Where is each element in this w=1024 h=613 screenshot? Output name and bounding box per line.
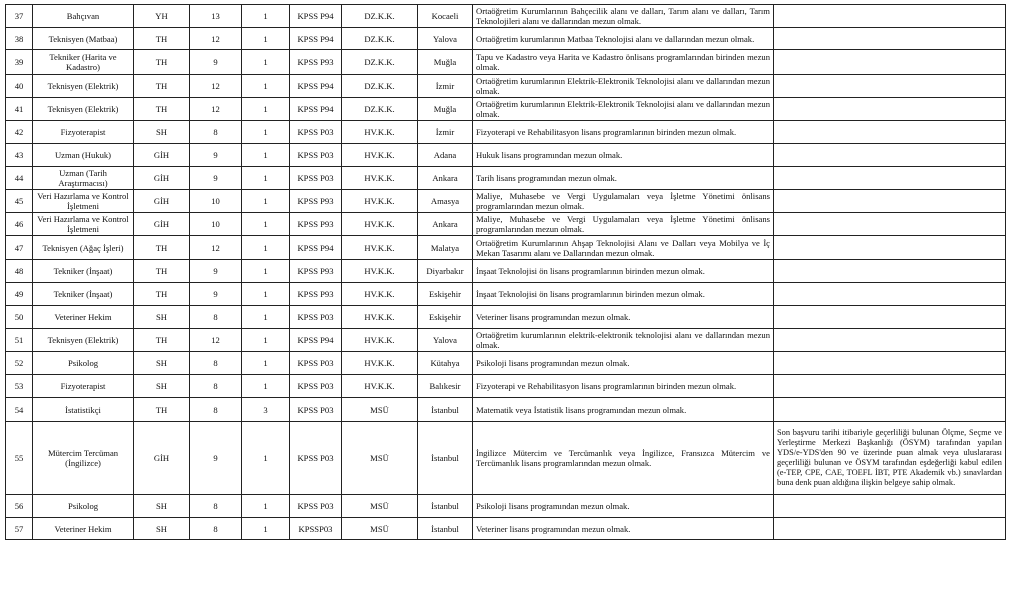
requirement-cell: Psikoloji lisans programından mezun olmak. (473, 495, 774, 518)
row-number-cell: 55 (6, 422, 33, 495)
position-count-cell: 1 (242, 236, 290, 260)
requirement-cell: Ortaöğretim Kurumlarının Bahçecilik alanı ve dalları, Tarım alanı ve dalları, Tarım Teknolojileri alanı ve dallarından mezun olmak. (473, 5, 774, 28)
service-class-cell: TH (134, 329, 190, 352)
position-count-cell: 1 (242, 98, 290, 121)
grade-cell: 9 (190, 144, 242, 167)
requirement-cell: Ortaöğretim kurumlarının Matbaa Teknolojisi alanı ve dallarından mezun olmak. (473, 28, 774, 50)
score-type-cell: KPSS P93 (290, 260, 342, 283)
institution-cell: HV.K.K. (342, 213, 418, 236)
table-row (6, 121, 1006, 144)
city-cell: Yalova (418, 28, 473, 50)
score-type-cell: KPSS P93 (290, 190, 342, 213)
service-class-cell: GİH (134, 190, 190, 213)
institution-cell: DZ.K.K. (342, 50, 418, 75)
score-type-cell: KPSS P03 (290, 121, 342, 144)
service-class-cell: GİH (134, 144, 190, 167)
grade-cell: 8 (190, 306, 242, 329)
row-number-cell: 52 (6, 352, 33, 375)
row-number-cell: 53 (6, 375, 33, 398)
grade-cell: 12 (190, 28, 242, 50)
positions-table-body (6, 5, 1006, 540)
table-row (6, 75, 1006, 98)
score-type-cell: KPSS P03 (290, 398, 342, 422)
institution-cell: MSÜ (342, 398, 418, 422)
grade-cell: 10 (190, 213, 242, 236)
note-cell (774, 352, 1006, 375)
position-title-cell: Teknisyen (Elektrik) (33, 75, 134, 98)
position-count-cell: 1 (242, 5, 290, 28)
row-number-cell: 38 (6, 28, 33, 50)
position-title-cell: İstatistikçi (33, 398, 134, 422)
service-class-cell: SH (134, 495, 190, 518)
city-cell: Eskişehir (418, 283, 473, 306)
institution-cell: HV.K.K. (342, 329, 418, 352)
row-number-cell: 42 (6, 121, 33, 144)
institution-cell: HV.K.K. (342, 167, 418, 190)
city-cell: Ankara (418, 213, 473, 236)
grade-cell: 10 (190, 190, 242, 213)
score-type-cell: KPSS P03 (290, 144, 342, 167)
city-cell: Balıkesir (418, 375, 473, 398)
city-cell: Ankara (418, 167, 473, 190)
position-count-cell: 1 (242, 213, 290, 236)
position-title-cell: Bahçıvan (33, 5, 134, 28)
score-type-cell: KPSS P03 (290, 306, 342, 329)
city-cell: Amasya (418, 190, 473, 213)
note-cell (774, 98, 1006, 121)
service-class-cell: GİH (134, 213, 190, 236)
position-count-cell: 1 (242, 375, 290, 398)
requirement-cell: Ortaöğretim kurumlarının Elektrik-Elektronik Teknolojisi alanı ve dallarından mezun olmak. (473, 75, 774, 98)
table-row (6, 213, 1006, 236)
row-number-cell: 39 (6, 50, 33, 75)
note-cell (774, 190, 1006, 213)
position-count-cell: 1 (242, 306, 290, 329)
institution-cell: DZ.K.K. (342, 75, 418, 98)
note-cell (774, 236, 1006, 260)
table-row (6, 329, 1006, 352)
grade-cell: 9 (190, 260, 242, 283)
row-number-cell: 48 (6, 260, 33, 283)
note-cell (774, 50, 1006, 75)
requirement-cell: Veteriner lisans programından mezun olmak. (473, 518, 774, 540)
note-cell (774, 375, 1006, 398)
position-count-cell: 1 (242, 167, 290, 190)
score-type-cell: KPSS P94 (290, 75, 342, 98)
service-class-cell: SH (134, 375, 190, 398)
position-count-cell: 1 (242, 329, 290, 352)
institution-cell: MSÜ (342, 518, 418, 540)
requirement-cell: Fizyoterapi ve Rehabilitasyon lisans programlarının birinden mezun olmak. (473, 121, 774, 144)
score-type-cell: KPSS P03 (290, 167, 342, 190)
service-class-cell: TH (134, 50, 190, 75)
table-row (6, 236, 1006, 260)
note-cell (774, 329, 1006, 352)
note-cell: Son başvuru tarihi itibariyle geçerliliği bulunan Ölçme, Seçme ve Yerleştirme Merkezi Başkanlığı (ÖSYM) tarafından yapılan YDS/e-YDS'den 90 ve üzerinde puan almak veya uluslararası geçerliliği bulunan ve ÖSYM tarafından eşdeğerliği kabul edilen (e-TEP, CPE, CAE, TOEFL İBT, PTE Akademik vb.) sınavlardan buna denk puan aldığına ilişkin belgeye sahip olmak. (774, 422, 1006, 495)
city-cell: Adana (418, 144, 473, 167)
institution-cell: HV.K.K. (342, 283, 418, 306)
table-row (6, 28, 1006, 50)
city-cell: Eskişehir (418, 306, 473, 329)
table-row (6, 283, 1006, 306)
note-cell (774, 495, 1006, 518)
city-cell: İstanbul (418, 495, 473, 518)
service-class-cell: SH (134, 352, 190, 375)
note-cell (774, 398, 1006, 422)
position-count-cell: 1 (242, 144, 290, 167)
table-row (6, 50, 1006, 75)
city-cell: İstanbul (418, 398, 473, 422)
position-count-cell: 1 (242, 518, 290, 540)
row-number-cell: 51 (6, 329, 33, 352)
score-type-cell: KPSS P03 (290, 352, 342, 375)
institution-cell: HV.K.K. (342, 236, 418, 260)
city-cell: Malatya (418, 236, 473, 260)
institution-cell: HV.K.K. (342, 144, 418, 167)
note-cell (774, 213, 1006, 236)
position-title-cell: Tekniker (İnşaat) (33, 260, 134, 283)
grade-cell: 12 (190, 329, 242, 352)
service-class-cell: TH (134, 98, 190, 121)
positions-table (5, 4, 1006, 540)
grade-cell: 8 (190, 375, 242, 398)
grade-cell: 12 (190, 236, 242, 260)
note-cell (774, 75, 1006, 98)
position-count-cell: 1 (242, 352, 290, 375)
row-number-cell: 46 (6, 213, 33, 236)
table-row (6, 306, 1006, 329)
note-cell (774, 260, 1006, 283)
service-class-cell: TH (134, 398, 190, 422)
city-cell: Kütahya (418, 352, 473, 375)
requirement-cell: Maliye, Muhasebe ve Vergi Uygulamaları veya İşletme Yönetimi önlisans programlarından mezun olmak. (473, 213, 774, 236)
city-cell: İstanbul (418, 422, 473, 495)
institution-cell: HV.K.K. (342, 260, 418, 283)
position-title-cell: Teknisyen (Ağaç İşleri) (33, 236, 134, 260)
note-cell (774, 144, 1006, 167)
service-class-cell: TH (134, 28, 190, 50)
note-cell (774, 518, 1006, 540)
note-cell (774, 283, 1006, 306)
table-row (6, 98, 1006, 121)
note-cell (774, 28, 1006, 50)
requirement-cell: İnşaat Teknolojisi ön lisans programlarının birinden mezun olmak. (473, 283, 774, 306)
grade-cell: 9 (190, 167, 242, 190)
requirement-cell: Matematik veya İstatistik lisans programından mezun olmak. (473, 398, 774, 422)
row-number-cell: 50 (6, 306, 33, 329)
institution-cell: MSÜ (342, 422, 418, 495)
table-row (6, 260, 1006, 283)
score-type-cell: KPSSP03 (290, 518, 342, 540)
score-type-cell: KPSS P03 (290, 375, 342, 398)
service-class-cell: TH (134, 260, 190, 283)
row-number-cell: 37 (6, 5, 33, 28)
position-title-cell: Tekniker (İnşaat) (33, 283, 134, 306)
position-count-cell: 1 (242, 121, 290, 144)
requirement-cell: Veteriner lisans programından mezun olmak. (473, 306, 774, 329)
service-class-cell: TH (134, 283, 190, 306)
score-type-cell: KPSS P03 (290, 422, 342, 495)
note-cell (774, 5, 1006, 28)
score-type-cell: KPSS P94 (290, 329, 342, 352)
row-number-cell: 47 (6, 236, 33, 260)
institution-cell: HV.K.K. (342, 190, 418, 213)
position-title-cell: Veteriner Hekim (33, 518, 134, 540)
grade-cell: 12 (190, 75, 242, 98)
row-number-cell: 40 (6, 75, 33, 98)
city-cell: Yalova (418, 329, 473, 352)
position-count-cell: 1 (242, 495, 290, 518)
service-class-cell: TH (134, 236, 190, 260)
position-count-cell: 1 (242, 190, 290, 213)
position-count-cell: 3 (242, 398, 290, 422)
note-cell (774, 306, 1006, 329)
institution-cell: DZ.K.K. (342, 98, 418, 121)
position-title-cell: Uzman (Hukuk) (33, 144, 134, 167)
service-class-cell: SH (134, 518, 190, 540)
table-row (6, 375, 1006, 398)
position-title-cell: Veri Hazırlama ve Kontrol İşletmeni (33, 190, 134, 213)
requirement-cell: Psikoloji lisans programından mezun olmak. (473, 352, 774, 375)
score-type-cell: KPSS P94 (290, 98, 342, 121)
service-class-cell: SH (134, 121, 190, 144)
city-cell: İstanbul (418, 518, 473, 540)
position-title-cell: Veteriner Hekim (33, 306, 134, 329)
requirement-cell: Tapu ve Kadastro veya Harita ve Kadastro önlisans programlarından birinden mezun olmak. (473, 50, 774, 75)
score-type-cell: KPSS P93 (290, 50, 342, 75)
institution-cell: DZ.K.K. (342, 28, 418, 50)
position-title-cell: Veri Hazırlama ve Kontrol İşletmeni (33, 213, 134, 236)
score-type-cell: KPSS P03 (290, 495, 342, 518)
row-number-cell: 43 (6, 144, 33, 167)
row-number-cell: 56 (6, 495, 33, 518)
row-number-cell: 57 (6, 518, 33, 540)
requirement-cell: İnşaat Teknolojisi ön lisans programlarının birinden mezun olmak. (473, 260, 774, 283)
score-type-cell: KPSS P94 (290, 5, 342, 28)
city-cell: Diyarbakır (418, 260, 473, 283)
grade-cell: 9 (190, 283, 242, 306)
position-count-cell: 1 (242, 75, 290, 98)
score-type-cell: KPSS P94 (290, 236, 342, 260)
position-count-cell: 1 (242, 50, 290, 75)
institution-cell: MSÜ (342, 495, 418, 518)
requirement-cell: Maliye, Muhasebe ve Vergi Uygulamaları veya İşletme Yönetimi önlisans programlarından mezun olmak. (473, 190, 774, 213)
grade-cell: 13 (190, 5, 242, 28)
position-count-cell: 1 (242, 260, 290, 283)
position-title-cell: Teknisyen (Matbaa) (33, 28, 134, 50)
table-row (6, 167, 1006, 190)
position-title-cell: Tekniker (Harita ve Kadastro) (33, 50, 134, 75)
row-number-cell: 45 (6, 190, 33, 213)
position-title-cell: Fizyoterapist (33, 375, 134, 398)
service-class-cell: YH (134, 5, 190, 28)
requirement-cell: Tarih lisans programından mezun olmak. (473, 167, 774, 190)
score-type-cell: KPSS P94 (290, 28, 342, 50)
note-cell (774, 167, 1006, 190)
table-row (6, 144, 1006, 167)
table-row (6, 495, 1006, 518)
service-class-cell: GİH (134, 422, 190, 495)
position-title-cell: Teknisyen (Elektrik) (33, 98, 134, 121)
requirement-cell: İngilizce Mütercim ve Tercümanlık veya İngilizce, Fransızca Mütercim ve Tercümanlık lisans programlarından mezun olmak. (473, 422, 774, 495)
position-title-cell: Teknisyen (Elektrik) (33, 329, 134, 352)
grade-cell: 8 (190, 495, 242, 518)
grade-cell: 8 (190, 121, 242, 144)
institution-cell: HV.K.K. (342, 352, 418, 375)
requirement-cell: Ortaöğretim Kurumlarının Ahşap Teknolojisi Alanı ve Dalları veya Mobilya ve İç Mekan Tasarımı alanı ve Dallarından mezun olmak. (473, 236, 774, 260)
grade-cell: 8 (190, 398, 242, 422)
row-number-cell: 49 (6, 283, 33, 306)
position-title-cell: Uzman (Tarih Araştırmacısı) (33, 167, 134, 190)
city-cell: İzmir (418, 75, 473, 98)
grade-cell: 8 (190, 518, 242, 540)
grade-cell: 12 (190, 98, 242, 121)
table-row (6, 5, 1006, 28)
table-row (6, 518, 1006, 540)
position-title-cell: Psikolog (33, 495, 134, 518)
requirement-cell: Fizyoterapi ve Rehabilitasyon lisans programlarının birinden mezun olmak. (473, 375, 774, 398)
table-row (6, 190, 1006, 213)
institution-cell: HV.K.K. (342, 306, 418, 329)
city-cell: Muğla (418, 98, 473, 121)
institution-cell: HV.K.K. (342, 121, 418, 144)
city-cell: Kocaeli (418, 5, 473, 28)
row-number-cell: 41 (6, 98, 33, 121)
grade-cell: 9 (190, 50, 242, 75)
service-class-cell: GİH (134, 167, 190, 190)
service-class-cell: SH (134, 306, 190, 329)
institution-cell: HV.K.K. (342, 375, 418, 398)
city-cell: Muğla (418, 50, 473, 75)
requirement-cell: Ortaöğretim kurumlarının Elektrik-Elektronik Teknolojisi alanı ve dallarından mezun olmak. (473, 98, 774, 121)
row-number-cell: 54 (6, 398, 33, 422)
grade-cell: 9 (190, 422, 242, 495)
position-count-cell: 1 (242, 28, 290, 50)
service-class-cell: TH (134, 75, 190, 98)
requirement-cell: Ortaöğretim kurumlarının elektrik-elektronik teknolojisi alanı ve dallarından mezun olmak. (473, 329, 774, 352)
position-count-cell: 1 (242, 422, 290, 495)
table-row (6, 352, 1006, 375)
requirement-cell: Hukuk lisans programından mezun olmak. (473, 144, 774, 167)
score-type-cell: KPSS P93 (290, 213, 342, 236)
table-row (6, 398, 1006, 422)
score-type-cell: KPSS P93 (290, 283, 342, 306)
city-cell: İzmir (418, 121, 473, 144)
table-row (6, 422, 1006, 495)
row-number-cell: 44 (6, 167, 33, 190)
note-cell (774, 121, 1006, 144)
position-title-cell: Psikolog (33, 352, 134, 375)
position-title-cell: Fizyoterapist (33, 121, 134, 144)
position-count-cell: 1 (242, 283, 290, 306)
grade-cell: 8 (190, 352, 242, 375)
position-title-cell: Mütercim Tercüman (İngilizce) (33, 422, 134, 495)
institution-cell: DZ.K.K. (342, 5, 418, 28)
